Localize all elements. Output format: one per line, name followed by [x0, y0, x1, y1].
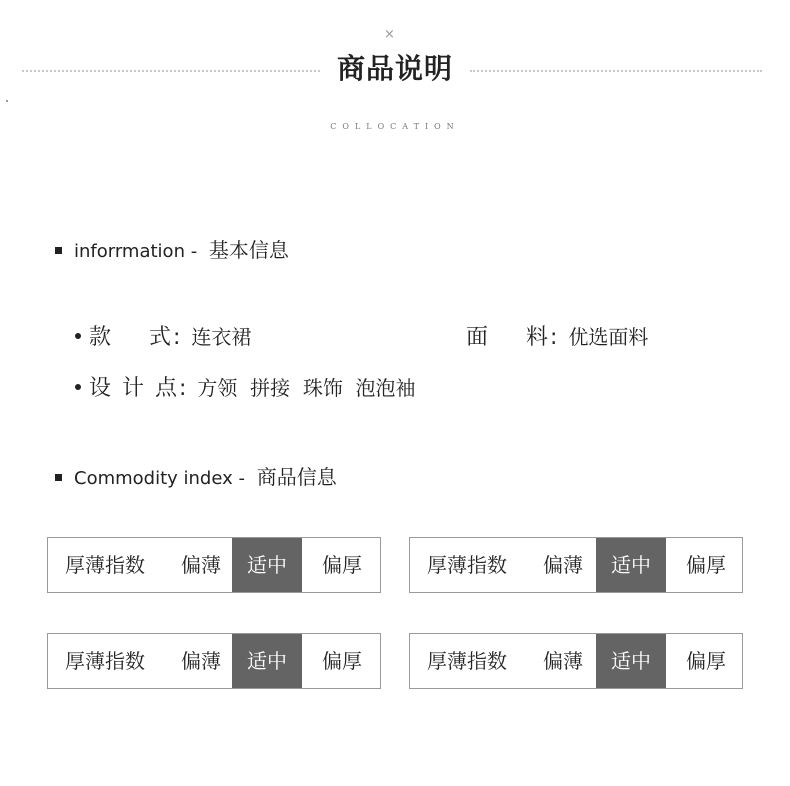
page-title: 商品说明 [336, 52, 453, 85]
bullet-icon [75, 384, 81, 390]
option-medium: 适中 [596, 634, 666, 688]
square-bullet-icon [55, 247, 62, 254]
option-medium: 适中 [596, 538, 666, 592]
index-title: 厚薄指数 [427, 553, 507, 577]
thickness-index-box [409, 537, 743, 593]
option-thin: 偏薄 [543, 553, 583, 577]
option-thick: 偏厚 [322, 649, 362, 673]
square-bullet-icon [55, 474, 62, 481]
thickness-index-box [47, 537, 381, 593]
option-thick: 偏厚 [686, 553, 726, 577]
attr-design [75, 373, 416, 404]
index-title: 厚薄指数 [65, 649, 145, 673]
thickness-index-box [47, 633, 381, 689]
thickness-index-box [409, 633, 743, 689]
index-title: 厚薄指数 [427, 649, 507, 673]
info-section-heading [55, 238, 289, 264]
page-subtitle: COLLOCATION [330, 122, 460, 131]
option-thin: 偏薄 [181, 553, 221, 577]
info-label-cn: 基本信息 [208, 238, 289, 262]
option-thick: 偏厚 [322, 553, 362, 577]
index-title: 厚薄指数 [65, 553, 145, 577]
attr-design-value: 方领 拼接 珠饰 泡泡袖 [197, 376, 416, 400]
commodity-section-heading [55, 465, 337, 491]
bullet-icon [75, 333, 81, 339]
option-medium: 适中 [232, 634, 302, 688]
attr-style-label: 款 式: [89, 325, 183, 350]
option-thin: 偏薄 [181, 649, 221, 673]
info-label-en: inforrmation - [74, 241, 198, 262]
attr-fabric-value: 优选面料 [568, 325, 649, 349]
attr-design-label: 设 计 点: [89, 376, 189, 401]
close-icon[interactable]: × [384, 27, 395, 42]
attr-style-value: 连衣裙 [191, 325, 252, 349]
attr-fabric [466, 322, 648, 353]
decorative-dot [6, 100, 8, 102]
option-medium: 适中 [232, 538, 302, 592]
commodity-label-cn: 商品信息 [256, 465, 337, 489]
option-thin: 偏薄 [543, 649, 583, 673]
attr-fabric-label: 面 料: [466, 325, 560, 350]
commodity-label-en: Commodity index - [74, 468, 245, 489]
attr-style [75, 322, 251, 353]
option-thick: 偏厚 [686, 649, 726, 673]
